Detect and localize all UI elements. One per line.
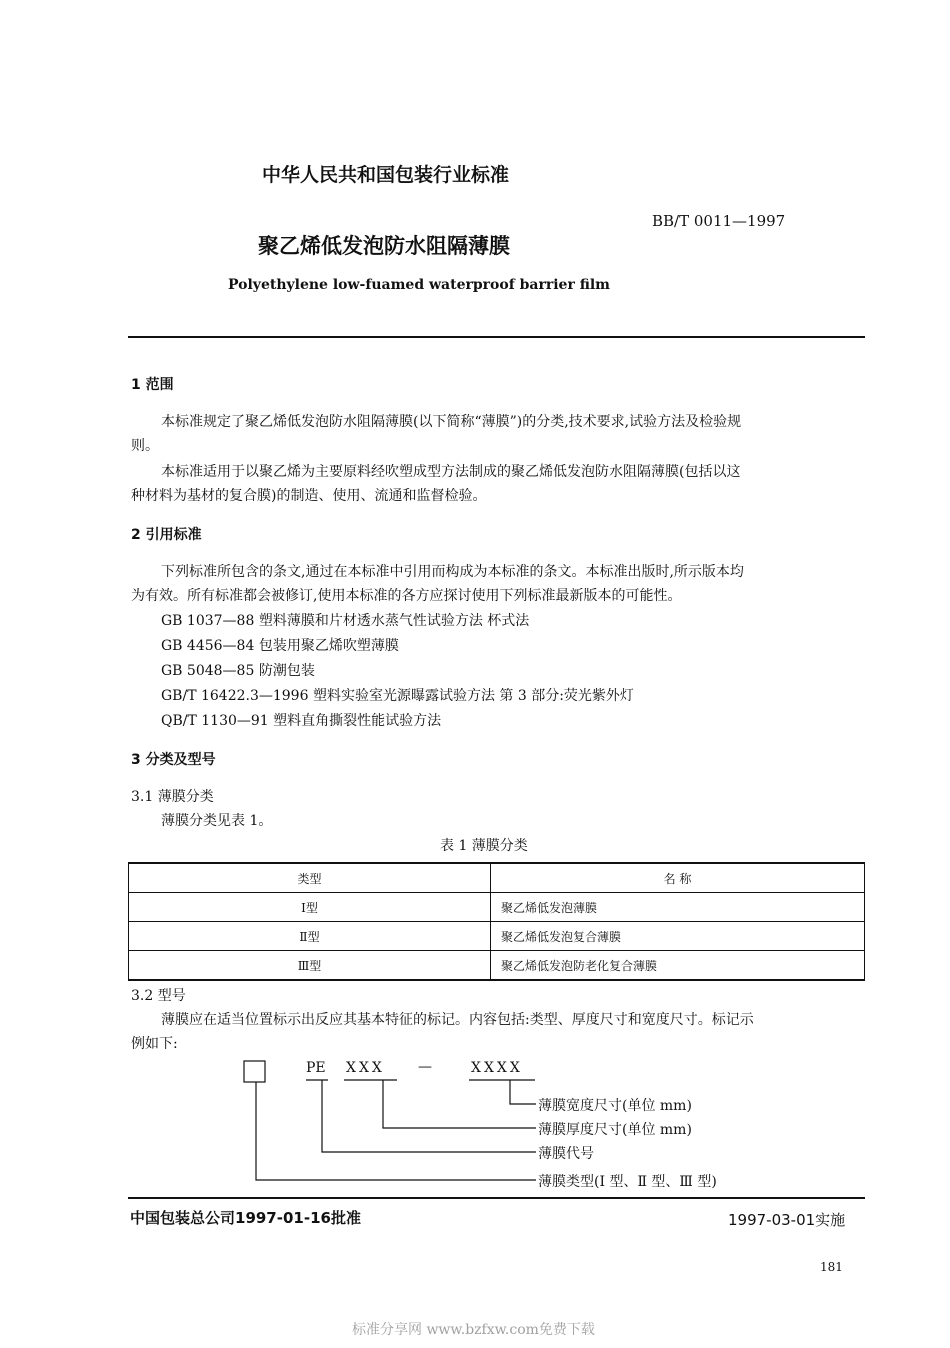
label-thickness: 薄膜厚度尺寸(单位 mm)	[538, 1122, 692, 1138]
table-cell-name: 聚乙烯低发泡薄膜	[491, 893, 865, 922]
section-1-heading: 1 范围	[131, 377, 174, 393]
table-cell-type: Ⅲ型	[129, 951, 491, 981]
section-3-heading: 3 分类及型号	[131, 752, 216, 768]
table-cell-type: Ⅰ型	[129, 893, 491, 922]
reference-item: GB 4456—84 包装用聚乙烯吹塑薄膜	[161, 638, 399, 654]
code-pe: PE	[306, 1060, 326, 1076]
label-width: 薄膜宽度尺寸(单位 mm)	[538, 1098, 692, 1114]
table-header-name: 名 称	[491, 863, 865, 893]
reference-item: GB 5048—85 防潮包装	[161, 663, 315, 679]
width-leader-line	[510, 1080, 536, 1104]
document-title: 聚乙烯低发泡防水阻隔薄膜	[258, 234, 510, 258]
watermark-text: 标准分享网 www.bzfxw.com免费下载	[352, 1322, 595, 1338]
footer-rule	[128, 1197, 865, 1199]
table-cell-name: 聚乙烯低发泡复合薄膜	[491, 922, 865, 951]
code-width: XXXX	[471, 1060, 523, 1076]
section-1-para-1-line-2: 则。	[131, 438, 159, 454]
table-cell-name: 聚乙烯低发泡防老化复合薄膜	[491, 951, 865, 981]
reference-item: GB 1037—88 塑料薄膜和片材透水蒸气性试验方法 杯式法	[161, 613, 530, 629]
section-3-2-line-1: 薄膜应在适当位置标示出反应其基本特征的标记。内容包括:类型、厚度尺寸和宽度尺寸。标记示	[161, 1012, 754, 1028]
standard-number: BB/T 0011—1997	[652, 212, 786, 230]
code-thickness: XXX	[346, 1060, 385, 1076]
section-2-intro-line-2: 为有效。所有标准都会被修订,使用本标准的各方应探讨使用下列标准最新版本的可能性。	[131, 588, 682, 604]
section-3-2-heading: 3.2 型号	[131, 988, 186, 1004]
standard-category-title: 中华人民共和国包装行业标准	[262, 164, 510, 186]
section-3-1-heading: 3.1 薄膜分类	[131, 789, 214, 805]
english-title: Polyethylene low-fuamed waterproof barrier film	[228, 277, 610, 293]
section-2-intro-line-1: 下列标准所包含的条文,通过在本标准中引用而构成为本标准的条文。本标准出版时,所示版本均	[161, 564, 744, 580]
approval-date: 中国包装总公司1997-01-16批准	[130, 1209, 361, 1227]
section-3-1-text: 薄膜分类见表 1。	[161, 813, 273, 829]
label-type: 薄膜类型(Ⅰ 型、Ⅱ 型、Ⅲ 型)	[538, 1174, 717, 1190]
section-1-para-2-line-2: 种材料为基材的复合膜)的制造、使用、流通和监督检验。	[131, 488, 487, 504]
section-1-para-1-line-1: 本标准规定了聚乙烯低发泡防水阻隔薄膜(以下简称“薄膜”)的分类,技术要求,试验方法及检验规	[161, 414, 742, 430]
code-leader-line	[322, 1080, 536, 1152]
section-3-2-line-2: 例如下:	[131, 1036, 178, 1052]
implementation-date: 1997-03-01实施	[728, 1211, 846, 1229]
code-dash: —	[418, 1059, 432, 1075]
table-header-type: 类型	[129, 863, 491, 893]
label-code: 薄膜代号	[538, 1146, 594, 1162]
type-box	[244, 1061, 265, 1082]
section-1-para-2-line-1: 本标准适用于以聚乙烯为主要原料经吹塑成型方法制成的聚乙烯低发泡防水阻隔薄膜(包括以这	[161, 464, 741, 480]
reference-item: QB/T 1130—91 塑料直角撕裂性能试验方法	[161, 713, 442, 729]
table-cell-type: Ⅱ型	[129, 922, 491, 951]
table-caption: 表 1 薄膜分类	[440, 838, 528, 854]
section-2-heading: 2 引用标准	[131, 527, 202, 543]
page-number: 181	[820, 1260, 843, 1274]
reference-item: GB/T 16422.3—1996 塑料实验室光源曝露试验方法 第 3 部分:荧光紫外灯	[161, 688, 634, 704]
type-leader-line	[256, 1082, 536, 1180]
